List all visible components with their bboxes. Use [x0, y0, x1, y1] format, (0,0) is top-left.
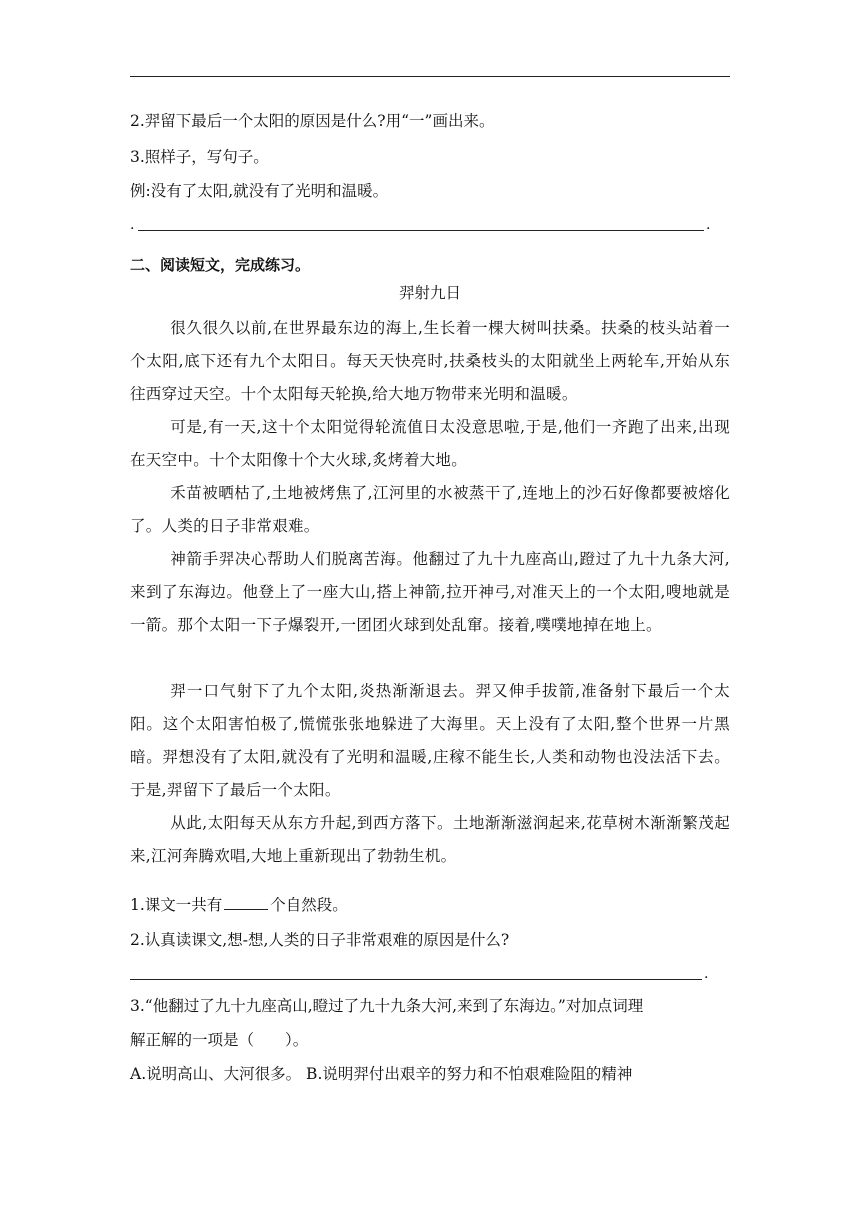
- passage-paragraph-1: 很久很久以前,在世界最东边的海上,生长着一棵大树叫扶桑。扶桑的枝头站着一个太阳,底下还有九个太阳日。每天天快亮时,扶桑枝头的太阳就坐上两轮车,开始从东往西穿过天空。十个太阳每天轮换,给大地万物带来光明和温暖。: [130, 319, 730, 403]
- passage-title: 羿射九日: [398, 284, 461, 302]
- header-rule: [130, 76, 730, 77]
- reading-question-1-before: 1.课文一共有: [130, 896, 223, 914]
- answer-line-prefix: .: [130, 217, 135, 233]
- reading-question-1: [130, 894, 348, 916]
- passage-paragraph-4: 神箭手羿决心帮助人们脱离苦海。他翻过了九十九座高山,蹬过了九十九条大河,来到了东海边。他登上了一座大山,搭上神箭,拉开神弓,对准天上的一个太阳,嗖地就是一箭。那个太阳一下子爆裂开,一团团火球到处乱窜。接着,噗噗地掉在地上。: [130, 550, 730, 634]
- passage-paragraph-6: 从此,太阳每天从东方升起,到西方落下。土地渐渐滋润起来,花草树木渐渐繁茂起来,江河奔腾欢唱,大地上重新现出了勃勃生机。: [130, 814, 730, 865]
- answer-line-reason-suffix: .: [704, 966, 709, 982]
- question-2-find-reason: 2.羿留下最后一个太阳的原因是什么?用“一”画出来。: [130, 112, 495, 130]
- example-sentence: 例:没有了太阳,就没有了光明和温暖。: [130, 182, 389, 200]
- reading-question-3-options: A.说明高山、大河很多。 B.说明羿付出艰辛的努力和不怕艰难险阻的精神: [130, 1065, 633, 1083]
- section-2-heading: 二、阅读短文，完成练习。: [130, 256, 311, 274]
- reading-question-2: 2.认真读课文,想-想,人类的日子非常艰难的原因是什么?: [130, 931, 510, 949]
- answer-line-sentence[interactable]: [138, 230, 704, 231]
- answer-line-reason[interactable]: [130, 979, 702, 980]
- passage-paragraph-2: 可是,有一天,这十个太阳觉得轮流值日太没意思啦,于是,他们一齐跑了出来,出现在天空中。十个太阳像十个大火球,炙烤着大地。: [130, 418, 730, 469]
- question-3-write-sentence: 3.照样子，写句子。: [130, 148, 269, 166]
- answer-line-suffix: .: [706, 217, 711, 233]
- passage-paragraph-5: 羿一口气射下了九个太阳,炎热渐渐退去。羿又伸手拔箭,准备射下最后一个太阳。这个太阳害怕极了,慌慌张张地躲进了大海里。天上没有了太阳,整个世界一片黑暗。羿想没有了太阳,就没有了光明和温暖,庄稼不能生长,人类和动物也没法活下去。于是,羿留下了最后一个太阳。: [130, 682, 730, 799]
- reading-question-3-line-2: 解正解的一项是（ ）。: [130, 1031, 309, 1049]
- reading-question-3-line-1: 3.“他翻过了九十九座高山,瞪过了九十九条大河,来到了东海边。”对加点词理: [130, 997, 644, 1015]
- reading-question-1-after: 个自然段。: [270, 896, 348, 914]
- passage-paragraph-3: 禾苗被晒枯了,土地被烤焦了,江河里的水被蒸干了,连地上的沙石好像都要被熔化了。人类的日子非常艰难。: [130, 484, 730, 535]
- paragraph-count-blank[interactable]: [224, 895, 268, 910]
